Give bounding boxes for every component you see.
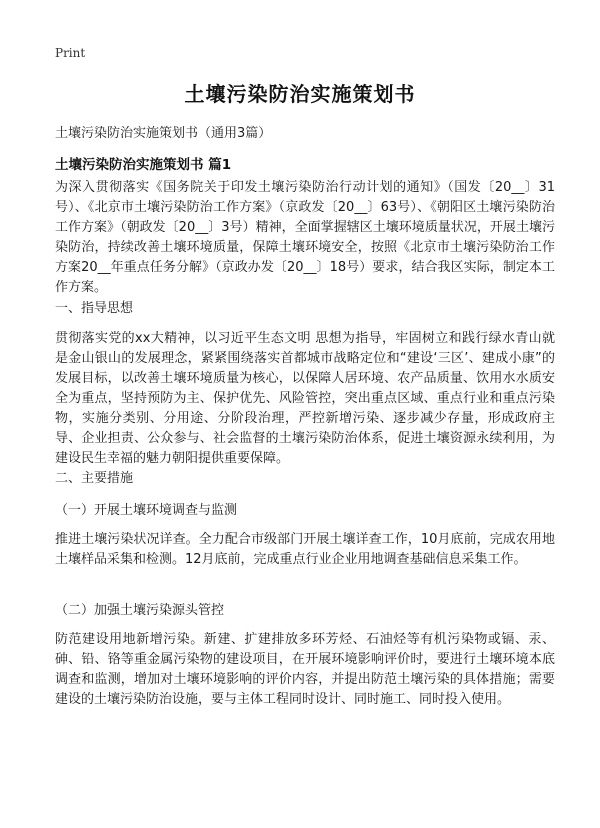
- document-subtitle: 土壤污染防治实施策划书（通用3篇）: [55, 126, 272, 141]
- survey-paragraph: 推进土壤污染状况详查。全力配合市级部门开展土壤详查工作，10月底前，完成农用地土壤样品采集和检测。12月底前，完成重点行业企业用地调查基础信息采集工作。: [55, 532, 555, 567]
- guide-paragraph: 贯彻落实党的xx大精神，以习近平生态文明 思想为指导，牢固树立和践行绿水青山就是金山银山的发展理念，紧紧围绕落实首都城市战略定位和“建设‘三区’、建成小康”的发展目标，以改善土壤环境质量为核心，以保障人居环境、农产品质量、饮用水水质安全为重点，坚持预防为主、保护优先、风险管控，突出重点区域、重点行业和重点污染物，实施分类别、分用途、分阶段治理，严控新增污染、逐步减少存量，形成政府主导、企业担责、公众参与、社会监督的土壤污染防治体系，促进土壤资源永续利用，为建设民生幸福的魅力朝阳提供重要保障。: [55, 331, 555, 466]
- source-control-paragraph: 防范建设用地新增污染。新建、扩建排放多环芳烃、石油烃等有机污染物或镉、汞、砷、铅、铬等重金属污染物的建设项目，在开展环境影响评价时，要进行土壤环境本底调查和监测，增加对土壤环境影响的评价内容，并提出防范土壤污染的具体措施；需要建设的土壤污染防治设施，要与主体工程同时设计、同时施工、同时投入使用。: [55, 632, 555, 707]
- intro-paragraph: 为深入贯彻落实《国务院关于印发土壤污染防治行动计划的通知》（国发〔20__〕31号）、《北京市土壤污染防治工作方案》（京政发〔20__〕63号）、《朝阳区土壤污染防治工作方案》（朝政发〔20__〕3号）精神，全面掌握辖区土壤环境质量状况，开展土壤污染防治，持续改善土壤环境质量，保障土壤环境安全，按照《北京市土壤污染防治工作方案20__年重点任务分解》（京政办发〔20__〕18号）要求，结合我区实际，制定本工作方案。: [55, 180, 555, 295]
- subsection-heading-source-control: （二）加强土壤污染源头管控: [55, 603, 225, 618]
- document-title: 土壤污染防治实施策划书: [184, 82, 416, 106]
- measures-heading: 二、主要措施: [55, 471, 134, 486]
- guide-heading: 一、指导思想: [55, 301, 134, 316]
- section-heading-part1: 土壤污染防治实施策划书 篇1: [55, 157, 232, 173]
- print-label[interactable]: Print: [55, 46, 86, 60]
- subsection-heading-survey: （一）开展土壤环境调查与监测: [55, 503, 238, 518]
